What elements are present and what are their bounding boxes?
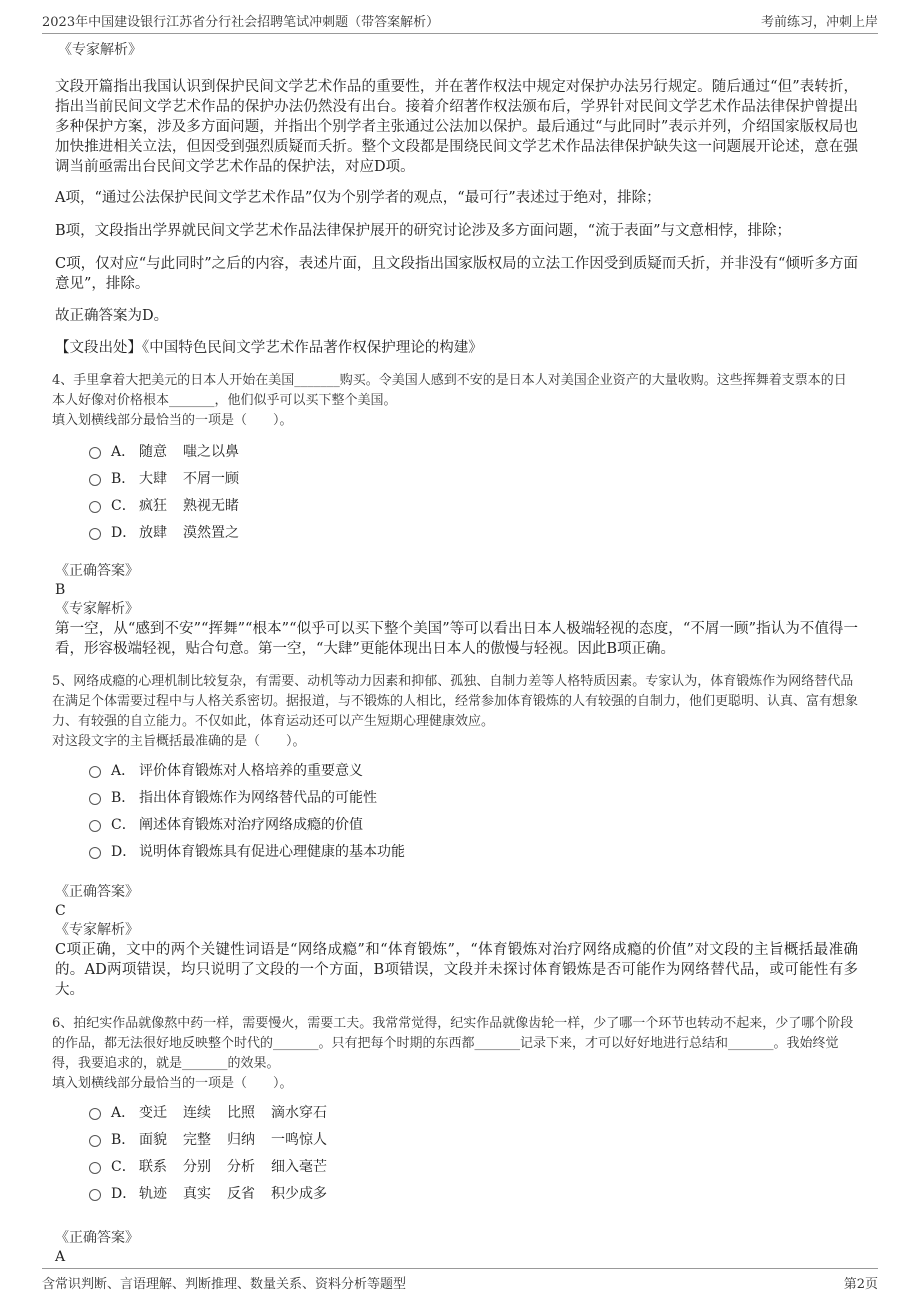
q5-analysis-label: 《专家解析》 [55,922,139,938]
radio-icon[interactable] [89,1162,101,1174]
q6-answer-label: 《正确答案》 [55,1230,139,1246]
q3-analysis-p4: C项，仅对应“与此同时”之后的内容，表述片面，且文段指出国家版权局的立法工作因受到质疑而夭折，并非没有“倾听多方面意见”，排除。 [55,256,859,292]
q3-analysis-label: 《专家解析》 [58,42,142,58]
question-4 [52,371,858,659]
radio-icon[interactable] [89,766,101,778]
q4-instruction: 填入划横线部分最恰当的一项是（ ）。 [52,413,293,428]
q6-option-d[interactable]: D． 轨迹 真实 反省 积少成多 [89,1179,858,1206]
q4-options [89,437,858,545]
radio-icon[interactable] [89,1135,101,1147]
radio-icon[interactable] [89,793,101,805]
question-6 [52,1014,858,1266]
q4-option-b[interactable]: B． 大肆 不屑一顾 [89,464,858,491]
q5-answer-label: 《正确答案》 [55,884,139,900]
q6-option-a[interactable]: A． 变迁 连续 比照 滴水穿石 [89,1098,858,1125]
radio-icon[interactable] [89,847,101,859]
q5-answer: C [55,903,66,919]
q4-option-d[interactable]: D． 放肆 漠然置之 [89,518,858,545]
radio-icon[interactable] [89,528,101,540]
q3-analysis [55,40,858,358]
q6-options [89,1098,858,1206]
question-5 [52,672,858,1000]
radio-icon[interactable] [89,1189,101,1201]
q5-option-a[interactable]: A． 评价体育锻炼对人格培养的重要意义 [89,756,858,783]
radio-icon[interactable] [89,474,101,486]
q6-answer: A [55,1249,66,1265]
q4-analysis-label: 《专家解析》 [55,601,139,617]
q5-options [89,756,858,864]
radio-icon[interactable] [89,1108,101,1120]
q3-analysis-p2: A项，“通过公法保护民间文学艺术作品”仅为个别学者的观点，“最可行”表述过于绝对，排除； [55,190,661,206]
q3-analysis-p3: B项，文段指出学界就民间文学艺术作品法律保护展开的研究讨论涉及多方面问题，“流于表面”与文意相悖，排除； [55,223,791,239]
q5-instruction: 对这段文字的主旨概括最准确的是（ ）。 [52,734,306,749]
q4-answer: B [55,582,66,598]
footer-subjects: 含常识判断、言语理解、判断推理、数量关系、资料分析等题型 [42,1277,407,1292]
q5-option-b[interactable]: B． 指出体育锻炼作为网络替代品的可能性 [89,783,858,810]
header-slogan: 考前练习，冲刺上岸 [760,15,878,30]
radio-icon[interactable] [89,820,101,832]
q5-option-d[interactable]: D． 说明体育锻炼具有促进心理健康的基本功能 [89,837,858,864]
q5-stem: 5、网络成瘾的心理机制比较复杂，有需要、动机等动力因素和抑郁、孤独、自制力差等人格特质因素。专家认为，体育锻炼作为网络替代品在满足个体需要过程中与人格关系密切。据报道，与不锻炼的人相比，经常参加体育锻炼的人有较强的自制力，他们更聪明、认真、富有想象力、有较强的自立能力。不仅如此，体育运动还可以产生短期心理健康效应。 [52,674,859,729]
q5-option-c[interactable]: C． 阐述体育锻炼对治疗网络成瘾的价值 [89,810,858,837]
radio-icon[interactable] [89,501,101,513]
page-number: 第2页 [843,1277,878,1292]
page-content [52,40,859,1266]
q3-analysis-p5: 故正确答案为D。 [55,308,169,324]
q6-stem: 6、拍纪实作品就像熬中药一样，需要慢火，需要工夫。我常常觉得，纪实作品就像齿轮一样，少了哪一个环节也转动不起来，少了哪个阶段的作品，都无法很好地反映整个时代的_______。只有把每个时期的东西都_______记录下来，才可以好好地进行总结和_______。我始终觉得，我要追求的，就是_______的效果。 [52,1016,854,1071]
radio-icon[interactable] [89,447,101,459]
q3-source: 【文段出处】《中国特色民间文学艺术作品著作权保护理论的构建》 [55,340,483,356]
q4-answer-label: 《正确答案》 [55,563,139,579]
q6-instruction: 填入划横线部分最恰当的一项是（ ）。 [52,1076,293,1091]
q5-analysis: C项正确，文中的两个关键性词语是“网络成瘾”和“体育锻炼”，“体育锻炼对治疗网络成瘾的价值”对文段的主旨概括最准确的。AD两项错误，均只说明了文段的一个方面，B项错误，文段并未探讨体育锻炼是否可能作为网络替代品，或可能性有多大。 [55,942,858,998]
q4-stem: 4、手里拿着大把美元的日本人开始在美国_______购买。令美国人感到不安的是日本人对美国企业资产的大量收购。这些挥舞着支票本的日本人好像对价格根本_______，他们似乎可以买下整个美国。 [52,373,847,408]
q4-analysis: 第一空，从“感到不安”“挥舞”“根本”“似乎可以买下整个美国”等可以看出日本人极端轻视的态度，“不屑一顾”指认为不值得一看，形容极端轻视，贴合句意。第一空，“大肆”更能体现出日本人的傲慢与轻视。因此B项正确。 [55,621,858,657]
q6-option-c[interactable]: C． 联系 分别 分析 细入毫芒 [89,1152,858,1179]
q4-option-c[interactable]: C． 疯狂 熟视无睹 [89,491,858,518]
header-title: 2023年中国建设银行江苏省分行社会招聘笔试冲刺题（带答案解析） [42,15,440,30]
q3-analysis-p1: 文段开篇指出我国认识到保护民间文学艺术作品的重要性，并在著作权法中规定对保护办法另行规定。随后通过“但”表转折，指出当前民间文学艺术作品的保护办法仍然没有出台。接着介绍著作权法颁布后，学界针对民间文学艺术作品法律保护曾提出多种保护方案，涉及多方面问题，并指出个别学者主张通过公法加以保护。最后通过“与此同时”表示并列，介绍国家版权局也加快推进相关立法，但因受到强烈质疑而夭折。整个文段都是围绕民间文学艺术作品法律保护缺失这一问题展开论述，意在强调当前亟需出台民间文学艺术作品的保护法，对应D项。 [55,79,858,175]
q4-option-a[interactable]: A． 随意 嗤之以鼻 [89,437,858,464]
q6-option-b[interactable]: B． 面貌 完整 归纳 一鸣惊人 [89,1125,858,1152]
page-header [42,8,878,34]
page-footer [42,1268,878,1295]
